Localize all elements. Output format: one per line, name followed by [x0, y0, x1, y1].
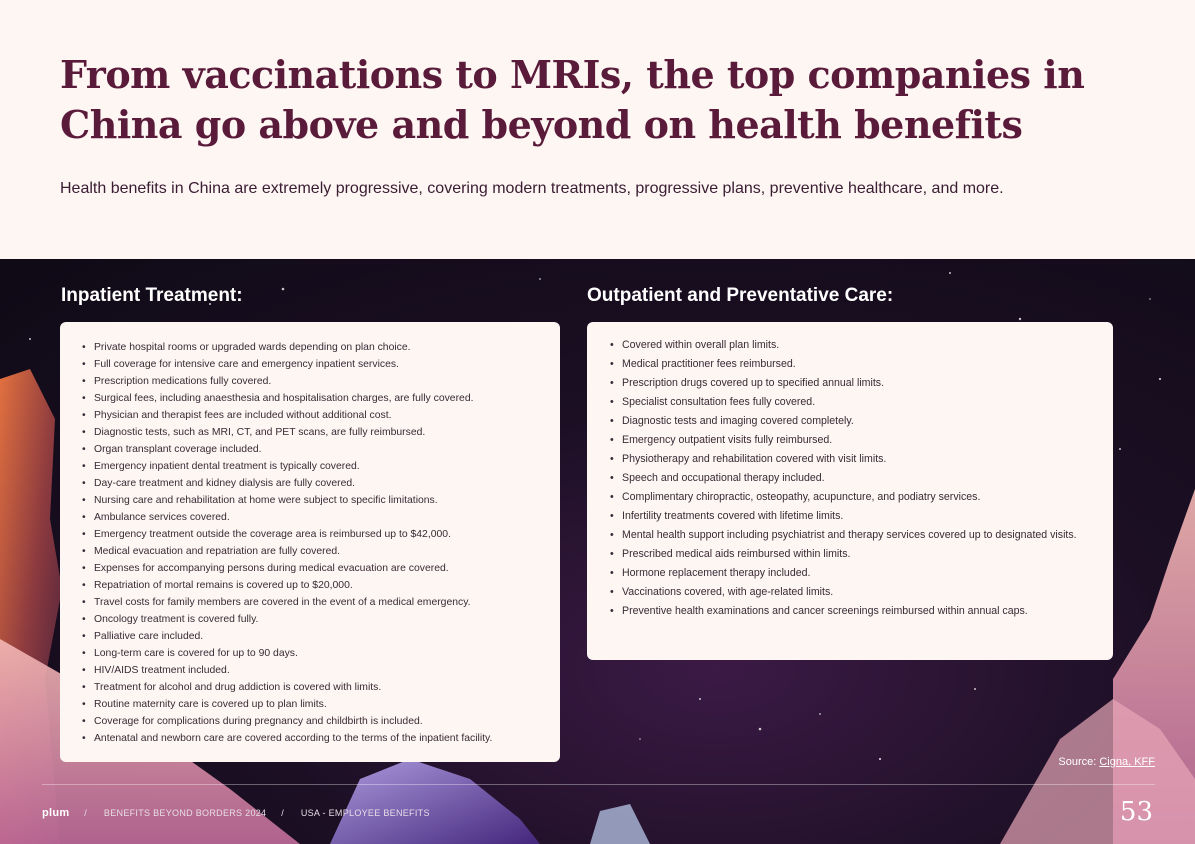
- inpatient-item: • Organ transplant coverage included.: [94, 441, 550, 458]
- inpatient-item: • Diagnostic tests, such as MRI, CT, and PET scans, are fully reimbursed.: [94, 424, 550, 441]
- outpatient-list: [622, 339, 1099, 617]
- outpatient-item: • Infertility treatments covered with lifetime limits.: [622, 510, 1099, 522]
- outpatient-item: • Hormone replacement therapy included.: [622, 567, 1099, 579]
- footer-separator: /: [84, 808, 88, 818]
- footer-separator: /: [281, 808, 284, 818]
- outpatient-item: • Diagnostic tests and imaging covered completely.: [622, 415, 1099, 427]
- inpatient-item: • Medical evacuation and repatriation are fully covered.: [94, 543, 550, 560]
- outpatient-item: • Prescription drugs covered up to specified annual limits.: [622, 377, 1099, 389]
- inpatient-item: • HIV/AIDS treatment included.: [94, 662, 550, 679]
- inpatient-list: [94, 339, 550, 747]
- inpatient-item: • Day-care treatment and kidney dialysis are fully covered.: [94, 475, 550, 492]
- inpatient-item: • Emergency treatment outside the coverage area is reimbursed up to $42,000.: [94, 526, 550, 543]
- outpatient-item: • Complimentary chiropractic, osteopathy, acupuncture, and podiatry services.: [622, 491, 1099, 503]
- page-header: [0, 0, 1195, 259]
- plum-logo: plum: [42, 807, 70, 819]
- outpatient-item: • Prescribed medical aids reimbursed within limits.: [622, 548, 1099, 560]
- inpatient-item: • Travel costs for family members are covered in the event of a medical emergency.: [94, 594, 550, 611]
- outpatient-heading: Outpatient and Preventative Care:: [587, 285, 894, 306]
- source-note: [1058, 756, 1155, 768]
- outpatient-item: • Speech and occupational therapy included.: [622, 472, 1099, 484]
- inpatient-item: • Routine maternity care is covered up to plan limits.: [94, 696, 550, 713]
- outpatient-item: • Vaccinations covered, with age-related limits.: [622, 586, 1099, 598]
- inpatient-heading: Inpatient Treatment:: [61, 285, 243, 306]
- inpatient-item: • Ambulance services covered.: [94, 509, 550, 526]
- inpatient-item: • Prescription medications fully covered.: [94, 373, 550, 390]
- footer-section-name: USA - EMPLOYEE BENEFITS: [300, 808, 430, 818]
- inpatient-card: [60, 322, 560, 762]
- inpatient-item: • Emergency inpatient dental treatment is typically covered.: [94, 458, 550, 475]
- source-label: Source:: [1058, 756, 1097, 768]
- inpatient-item: • Physician and therapist fees are included without additional cost.: [94, 407, 550, 424]
- inpatient-item: • Repatriation of mortal remains is covered up to $20,000.: [94, 577, 550, 594]
- outpatient-item: • Mental health support including psychiatrist and therapy services covered up to designated visits.: [622, 529, 1099, 541]
- outpatient-item: • Covered within overall plan limits.: [622, 339, 1099, 351]
- inpatient-item: • Oncology treatment is covered fully.: [94, 611, 550, 628]
- inpatient-item: • Coverage for complications during pregnancy and childbirth is included.: [94, 713, 550, 730]
- source-links[interactable]: Cigna, KFF: [1099, 756, 1155, 768]
- outpatient-item: • Preventive health examinations and cancer screenings reimbursed within annual caps.: [622, 605, 1099, 617]
- outpatient-item: • Physiotherapy and rehabilitation covered with visit limits.: [622, 453, 1099, 465]
- inpatient-item: • Treatment for alcohol and drug addiction is covered with limits.: [94, 679, 550, 696]
- page-number: 53: [1119, 797, 1153, 827]
- outpatient-item: • Emergency outpatient visits fully reimbursed.: [622, 434, 1099, 446]
- footer: [42, 807, 430, 819]
- inpatient-item: • Surgical fees, including anaesthesia and hospitalisation charges, are fully covered.: [94, 390, 550, 407]
- inpatient-item: • Full coverage for intensive care and emergency inpatient services.: [94, 356, 550, 373]
- outpatient-item: • Specialist consultation fees fully covered.: [622, 396, 1099, 408]
- outpatient-card: [587, 322, 1113, 660]
- inpatient-item: • Expenses for accompanying persons during medical evacuation are covered.: [94, 560, 550, 577]
- illustration-background: [0, 259, 1195, 844]
- footer-report-name: BENEFITS BEYOND BORDERS 2024: [103, 808, 267, 818]
- inpatient-item: • Long-term care is covered for up to 90 days.: [94, 645, 550, 662]
- page-title: From vaccinations to MRIs, the top companies in China go above and beyond on health benefits: [60, 52, 1085, 147]
- inpatient-item: • Palliative care included.: [94, 628, 550, 645]
- inpatient-item: • Nursing care and rehabilitation at home were subject to specific limitations.: [94, 492, 550, 509]
- outpatient-item: • Medical practitioner fees reimbursed.: [622, 358, 1099, 370]
- inpatient-item: • Private hospital rooms or upgraded wards depending on plan choice.: [94, 339, 550, 356]
- footer-divider: [42, 784, 1155, 785]
- page-subtitle: Health benefits in China are extremely progressive, covering modern treatments, progressive plans, preventive healthcare, and more.: [60, 180, 1004, 197]
- inpatient-item: • Antenatal and newborn care are covered according to the terms of the inpatient facility.: [94, 730, 550, 747]
